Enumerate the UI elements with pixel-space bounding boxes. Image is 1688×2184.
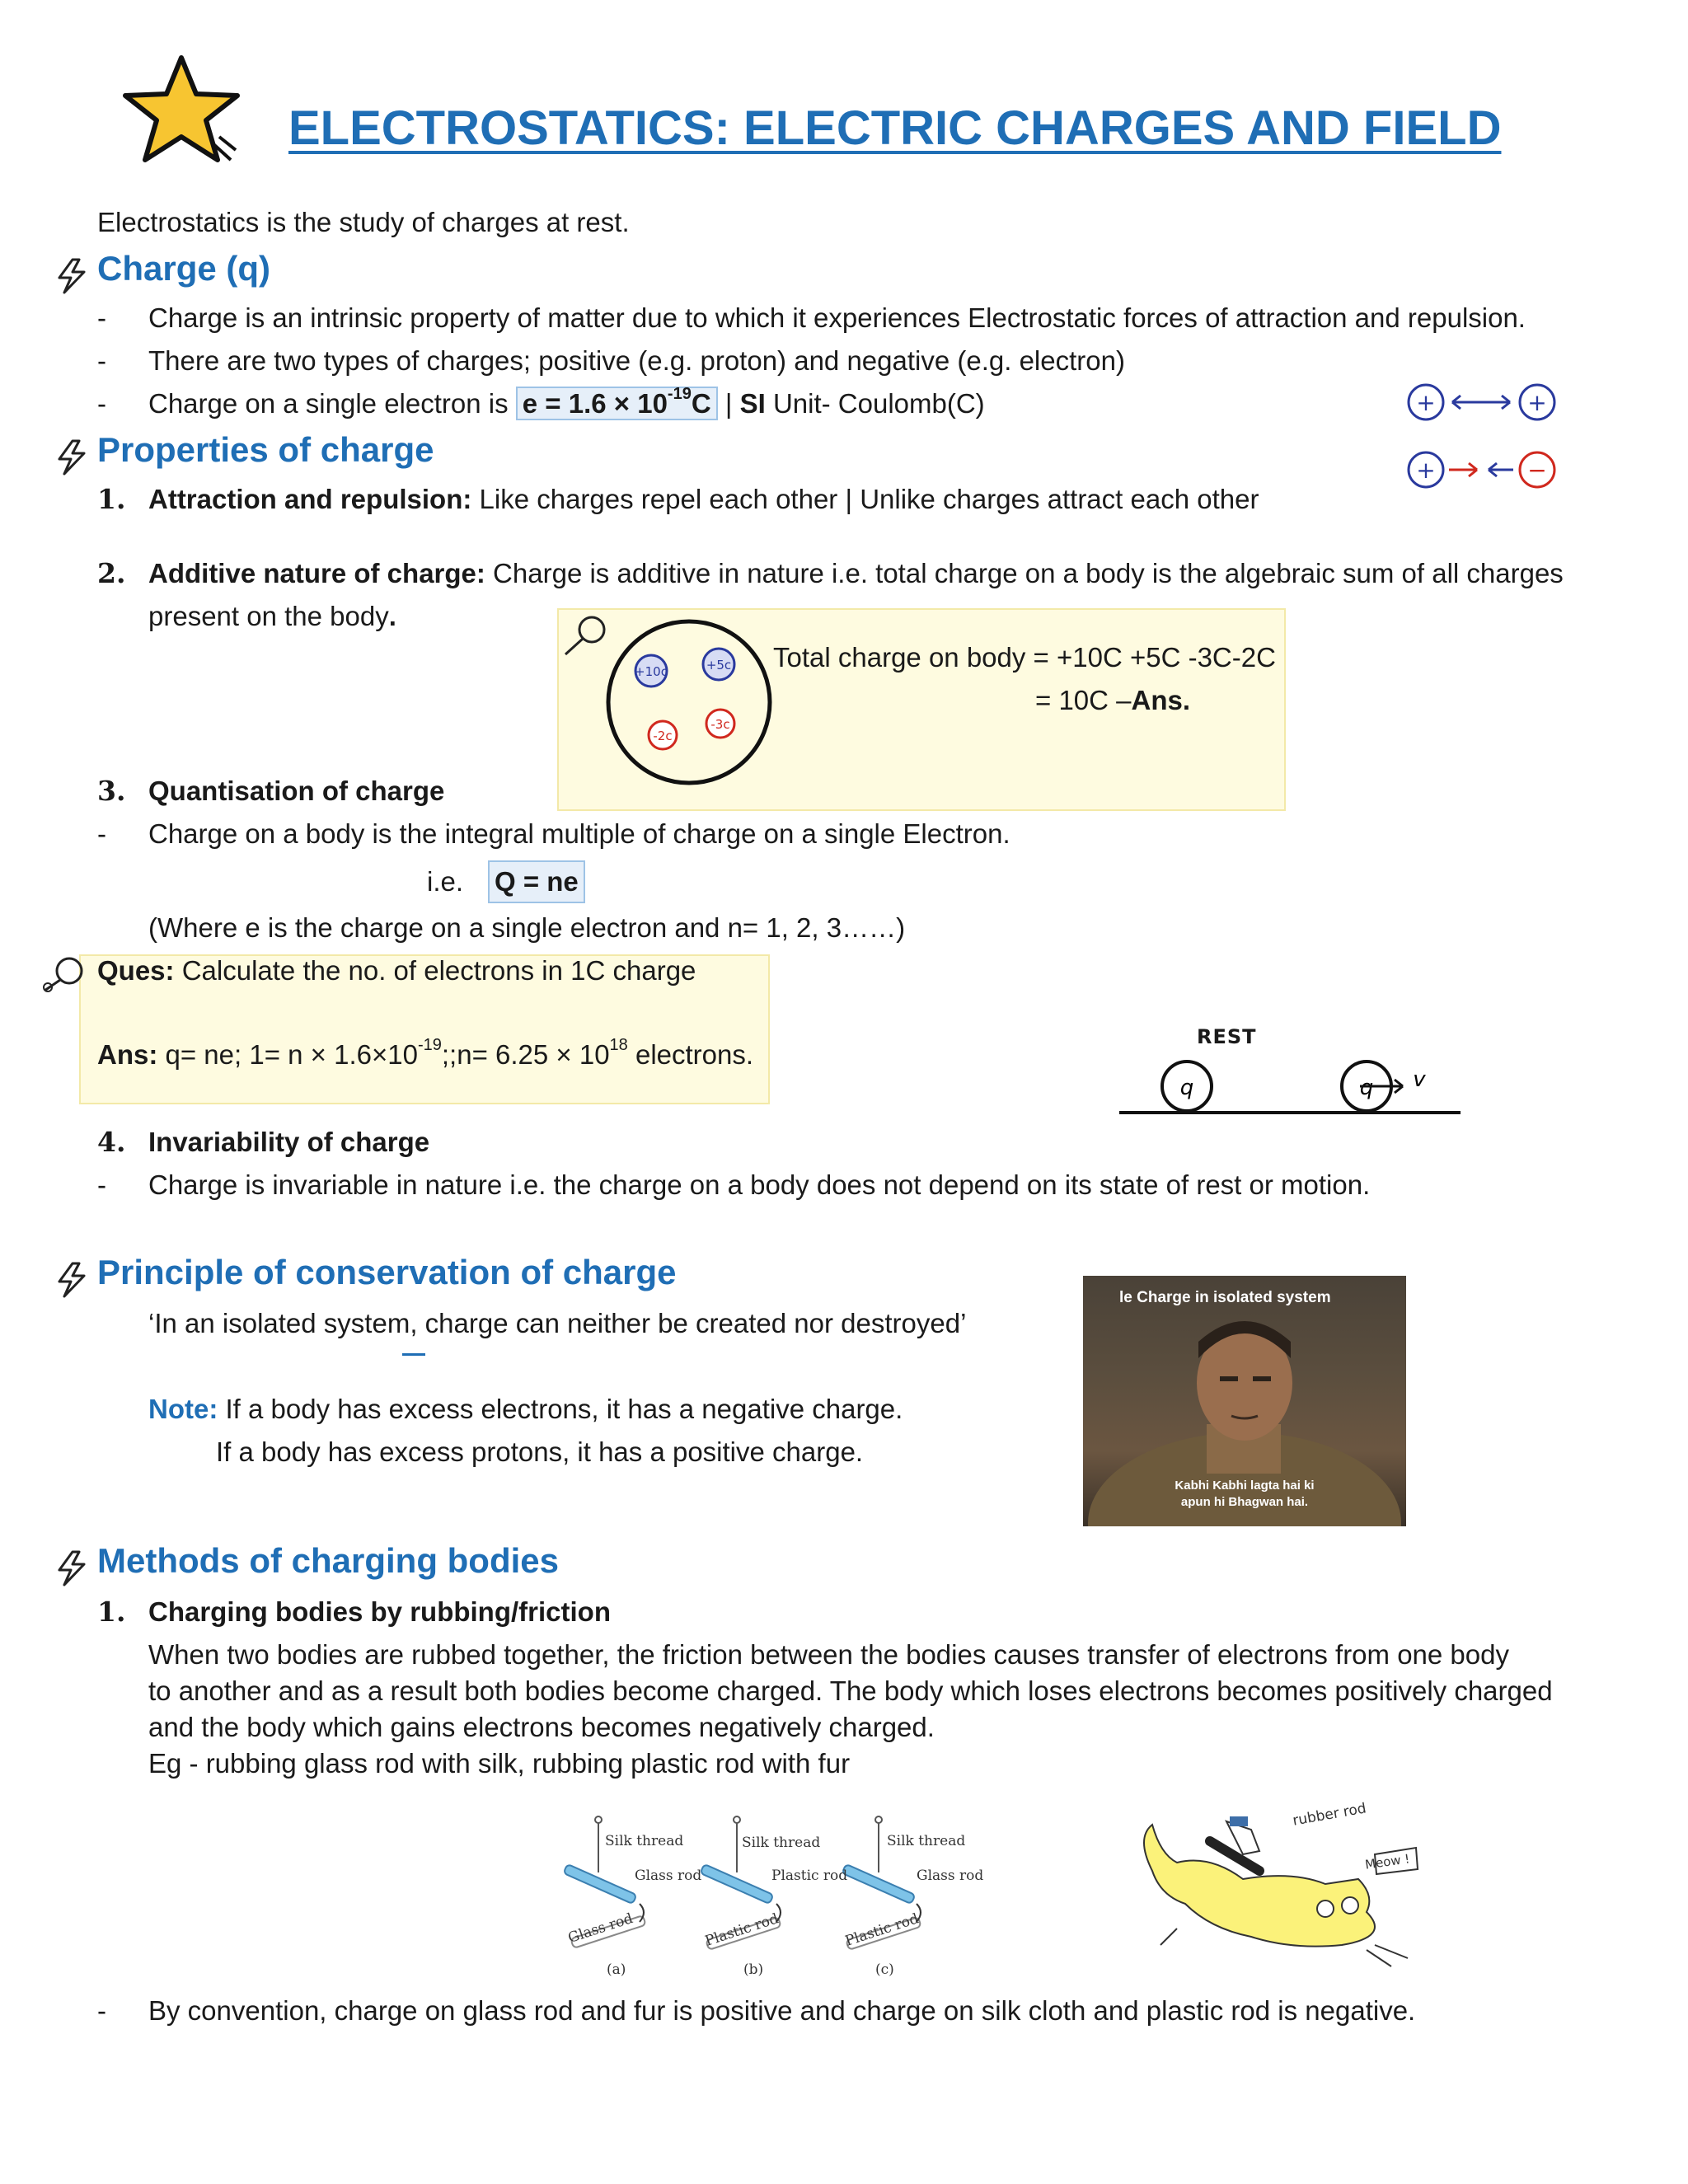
conservation-heading: Principle of conservation of charge	[97, 1253, 677, 1291]
text-span: Unit- Coulomb(C)	[765, 388, 985, 419]
figure-caption: (b)	[743, 1961, 764, 1978]
note-line-1	[148, 1391, 903, 1427]
convention-text: By convention, charge on glass rod and fur is positive and charge on silk cloth and plastic rod is negative.	[148, 1995, 1416, 2026]
figure-label: Silk thread	[605, 1833, 684, 1849]
property-3-number: 3.	[97, 775, 126, 807]
lightning-icon	[54, 257, 89, 295]
text-span: If a body has excess electrons, it has a negative charge.	[218, 1394, 903, 1424]
figure-label: Silk thread	[742, 1835, 821, 1851]
cat-rubbing-sketch	[1128, 1800, 1432, 1970]
page-title: ELECTROSTATICS: ELECTRIC CHARGES AND FIELD	[288, 101, 1502, 155]
text-span: Ques:	[97, 955, 175, 986]
property-4-number: 4.	[97, 1126, 126, 1158]
figure-label: Glass rod	[635, 1868, 702, 1884]
text-span: Ans.	[1131, 685, 1191, 715]
meme-caption-bottom-1: Kabhi Kabhi lagta hai ki	[1175, 1479, 1315, 1493]
lightning-icon	[54, 1549, 89, 1587]
superscript: -19	[667, 385, 692, 403]
plus-symbol: +	[1416, 389, 1436, 416]
meow-label: Meow !	[1364, 1851, 1411, 1872]
text-span: Like charges repel each other | Unlike charges attract each other	[471, 484, 1259, 514]
properties-heading: Properties of charge	[97, 430, 434, 469]
method-1-label: Charging bodies by rubbing/friction	[148, 1596, 611, 1627]
quantisation-note: (Where e is the charge on a single electron and n= 1, 2, 3……)	[148, 912, 906, 943]
rubber-rod-label: rubber rod	[1291, 1800, 1368, 1830]
star-icon	[115, 51, 247, 166]
underline-mark	[402, 1353, 425, 1356]
meme-caption-top: le Charge in isolated system	[1119, 1289, 1331, 1306]
ie-label: i.e.	[427, 866, 464, 897]
q-label: q	[1359, 1076, 1374, 1100]
charge-heading: Charge (q)	[97, 249, 270, 288]
text-span: .	[388, 601, 396, 631]
text-span: Charge is additive in nature i.e. total charge on a body is the algebraic sum of all charges	[485, 558, 1564, 588]
plus-symbol: +	[1527, 389, 1547, 416]
plus-symbol: +	[1416, 457, 1436, 484]
figure-label: Glass rod	[917, 1868, 984, 1884]
property-2-number: 2.	[97, 557, 126, 589]
meme-image	[1083, 1276, 1406, 1526]
property-4-text: Charge is invariable in nature i.e. the charge on a body does not depend on its state of rest or motion.	[148, 1169, 1371, 1200]
property-1-number: 1.	[97, 483, 126, 515]
charge-bullet-3	[148, 386, 985, 422]
lightning-icon	[54, 438, 89, 476]
method-1-line-3: and the body which gains electrons becomes negatively charged.	[148, 1712, 935, 1742]
charge-label: +10c	[635, 664, 668, 679]
rest-motion-diagram	[1113, 1055, 1467, 1121]
method-1-line-2: to another and as a result both bodies become charged. The body which loses electrons becomes positively charged	[148, 1675, 1553, 1706]
text-span: |	[717, 388, 740, 419]
charge-label: +5c	[706, 658, 732, 673]
figure-label: Plastic rod	[703, 1910, 781, 1950]
superscript: 18	[609, 1036, 628, 1054]
answer-text	[97, 1037, 753, 1073]
question-text	[97, 953, 696, 989]
property-4-label: Invariability of charge	[148, 1127, 430, 1157]
method-1-line-1: When two bodies are rubbed together, the friction between the bodies causes transfer of electrons from one body	[148, 1639, 1509, 1670]
text-span: = 10C –	[1035, 685, 1132, 715]
bullet-dash: -	[97, 1995, 106, 2026]
text-span: Calculate the no. of electrons in 1C charge	[174, 955, 696, 986]
charge-bullet-2: There are two types of charges; positive (e.g. proton) and negative (e.g. electron)	[148, 345, 1125, 376]
property-2-cont	[148, 598, 396, 635]
text-span: present on the body	[148, 601, 389, 631]
bullet-dash: -	[97, 1169, 106, 1200]
note-line-2: If a body has excess protons, it has a positive charge.	[216, 1436, 864, 1467]
magnifier-icon	[38, 954, 89, 996]
q-label: q	[1179, 1076, 1194, 1100]
v-label: v	[1413, 1067, 1426, 1092]
figure-caption: (a)	[607, 1961, 626, 1978]
charge-bullet-1: Charge is an intrinsic property of matter due to which it experiences Electrostatic forces of attraction and repulsion.	[148, 302, 1526, 333]
quantisation-formula-box: Q = ne	[488, 860, 585, 903]
total-charge-line-2	[1035, 682, 1190, 719]
text-span: Additive nature of charge:	[148, 558, 485, 588]
cat-drawing	[1128, 1805, 1432, 1970]
repulsion-diagram	[1401, 377, 1566, 429]
property-3-text: Charge on a body is the integral multiple of charge on a single Electron.	[148, 818, 1010, 849]
superscript: -19	[417, 1036, 442, 1054]
attraction-diagram	[1401, 445, 1566, 496]
text-span: Attraction and repulsion:	[148, 484, 472, 514]
total-charge-line-1: Total charge on body = +10C +5C -3C-2C	[773, 642, 1276, 673]
bullet-dash: -	[97, 345, 106, 376]
bullet-dash: -	[97, 818, 106, 849]
text-span: ;;n= 6.25 × 10	[441, 1039, 610, 1070]
intro-text: Electrostatics is the study of charges at rest.	[97, 207, 630, 237]
minus-symbol: −	[1527, 457, 1547, 484]
text-span: q= ne; 1= n × 1.6×10	[157, 1039, 418, 1070]
rubbing-rods-figure	[524, 1813, 986, 1978]
figure-label: Glass rod	[565, 1910, 635, 1947]
figure-caption: (c)	[875, 1961, 894, 1978]
charge-label: -2c	[653, 729, 673, 743]
electron-charge-box	[516, 387, 718, 420]
property-2	[148, 555, 1564, 592]
property-3-label: Quantisation of charge	[148, 776, 445, 806]
text-span: Ans:	[97, 1039, 158, 1070]
note-label: Note:	[148, 1394, 218, 1424]
figure-label: Plastic rod	[771, 1868, 848, 1884]
bullet-dash: -	[97, 388, 106, 419]
text-span: e = 1.6 × 10	[522, 388, 668, 419]
text-span: electrons.	[627, 1039, 754, 1070]
charged-body-diagram	[598, 612, 780, 801]
meme-caption-bottom-2: apun hi Bhagwan hai.	[1180, 1495, 1309, 1509]
charge-label: -3c	[710, 717, 730, 732]
rest-label: REST	[1197, 1025, 1257, 1048]
lightning-icon	[54, 1261, 89, 1299]
text-span: SI	[739, 388, 766, 419]
method-1-example: Eg - rubbing glass rod with silk, rubbing plastic rod with fur	[148, 1748, 851, 1779]
figure-label: Silk thread	[887, 1833, 966, 1849]
property-1	[148, 481, 1259, 518]
text-span: C	[691, 388, 711, 419]
conservation-quote: ‘In an isolated system, charge can neither be created nor destroyed’	[148, 1308, 967, 1338]
bullet-dash: -	[97, 302, 106, 333]
method-1-number: 1.	[97, 1596, 126, 1628]
methods-heading: Methods of charging bodies	[97, 1541, 560, 1580]
text-span: Charge on a single electron is	[148, 388, 516, 419]
figure-label: Plastic rod	[843, 1910, 921, 1950]
